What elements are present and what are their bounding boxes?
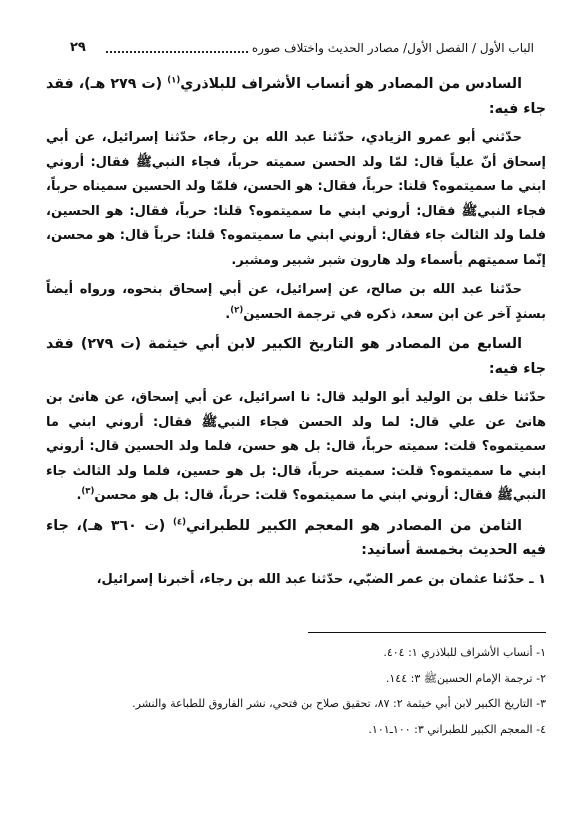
footnote-item: ٤- المعجم الكبير للطبراني ٣: ١٠٠ـ١٠١. xyxy=(368,722,546,736)
running-header xyxy=(70,38,534,58)
paragraph-narration-2: حدّثنا عبد الله بن صالح، عن إسرائيل، عن أبي إسحاق بنحوه، ورواه أيضاً بسندٍ آخر عن ابن سعد، ذكره في ترجمة الحسين$^{(٢)}$. xyxy=(46,282,546,322)
footnote-ref-4: (٤) xyxy=(173,516,186,527)
header-dotted-leader xyxy=(106,51,248,53)
paragraph-source-7: السابع من المصادر هو التاريخ الكبير لابن أبي خيثمة (ت ٢٧٩) فقد جاء فيه: xyxy=(46,336,546,377)
paragraph-narration-3: حدّثنا خلف بن الوليد أبو الوليد قال: نا اسرائيل، عن أبي إسحاق، عن هانئ بن هانئ عن علي قال: لما ولد الحسن فجاء النبيﷺ فقال: أروني ابني ما سميتموه؟ قلت: سميته حرباً، قال: بل هو حسن، فلما ولد الحسين قال: أروني ابني ما سميتموه؟ قلت: سميته حرباً، قال: بل هو حسين، فلما ولد الثالث جاء النبيﷺ فقال: أروني ابني ما سميتموه؟ قلت: حرباً، قال: بل هو محسن$^{(٣)}$. xyxy=(46,390,546,503)
page-body xyxy=(46,72,546,592)
paragraph-source-6: السادس من المصادر هو أنساب الأشراف للبلاذري$^{(١)}$ (ت ٢٧٩ هـ)، فقد جاء فيه: xyxy=(46,75,546,117)
page-number: ٢٩ xyxy=(70,40,86,55)
footnote-item: ٢- ترجمة الإمام الحسينﷺ ٣: ١٤٤. xyxy=(385,671,546,685)
paragraph-source-8: الثامن من المصادر هو المعجم الكبير للطبراني$^{(٤)}$ (ت ٣٦٠ هـ)، جاء فيه الحديث بخمسة أسانيد: xyxy=(46,516,546,558)
footnotes-list xyxy=(46,640,546,742)
footnote-ref-3: (٣) xyxy=(81,486,95,497)
running-title: الباب الأول / الفصل الأول/ مصادر الحديث واختلاف صوره xyxy=(251,41,534,55)
footnote-item: ١- أنساب الأشراف للبلاذري ١: ٤٠٤. xyxy=(383,646,546,659)
paragraph-isnad-1: ١ ـ حدّثنا عثمان بن عمر الضبّي، حدّثنا عبد الله بن رجاء، أخبرنا إسرائيل، xyxy=(96,571,546,587)
footnote-divider xyxy=(308,632,546,633)
paragraph-narration-1: حدّثني أبو عمرو الزيادي، حدّثنا عبد الله بن رجاء، حدّثنا إسرائيل، عن أبي إسحاق أنّ علياً قال: لمّا ولد الحسن سميته حرباً، فجاء النبيﷺ فقال: أروني ابني ما سميتموه؟ قلنا: حرباً، فقال: هو الحسن، فلمّا ولد الحسين سميناه حرباً، فجاء النبيﷺ فقال: أروني ابني ما سميتموه؟ قلنا: حرباً، فقال: هو الحسين، فلما ولد الثالث جاء فقال: أروني ابني ما سميتموه؟ قلنا: حرباً قال: هو محسن، إنّما سميتهم بأسماء ولد هارون شبر شبير ومشبر. xyxy=(46,130,546,268)
footnote-ref-1: (١) xyxy=(167,75,181,86)
footnote-item: ٣- التاريخ الكبير لابن أبي خيثمة ٢: ٨٧، تحقيق صلاح بن فتحي، نشر الفاروق للطباعة والنشر. xyxy=(132,697,546,710)
footnote-ref-2: (٢) xyxy=(230,305,244,316)
